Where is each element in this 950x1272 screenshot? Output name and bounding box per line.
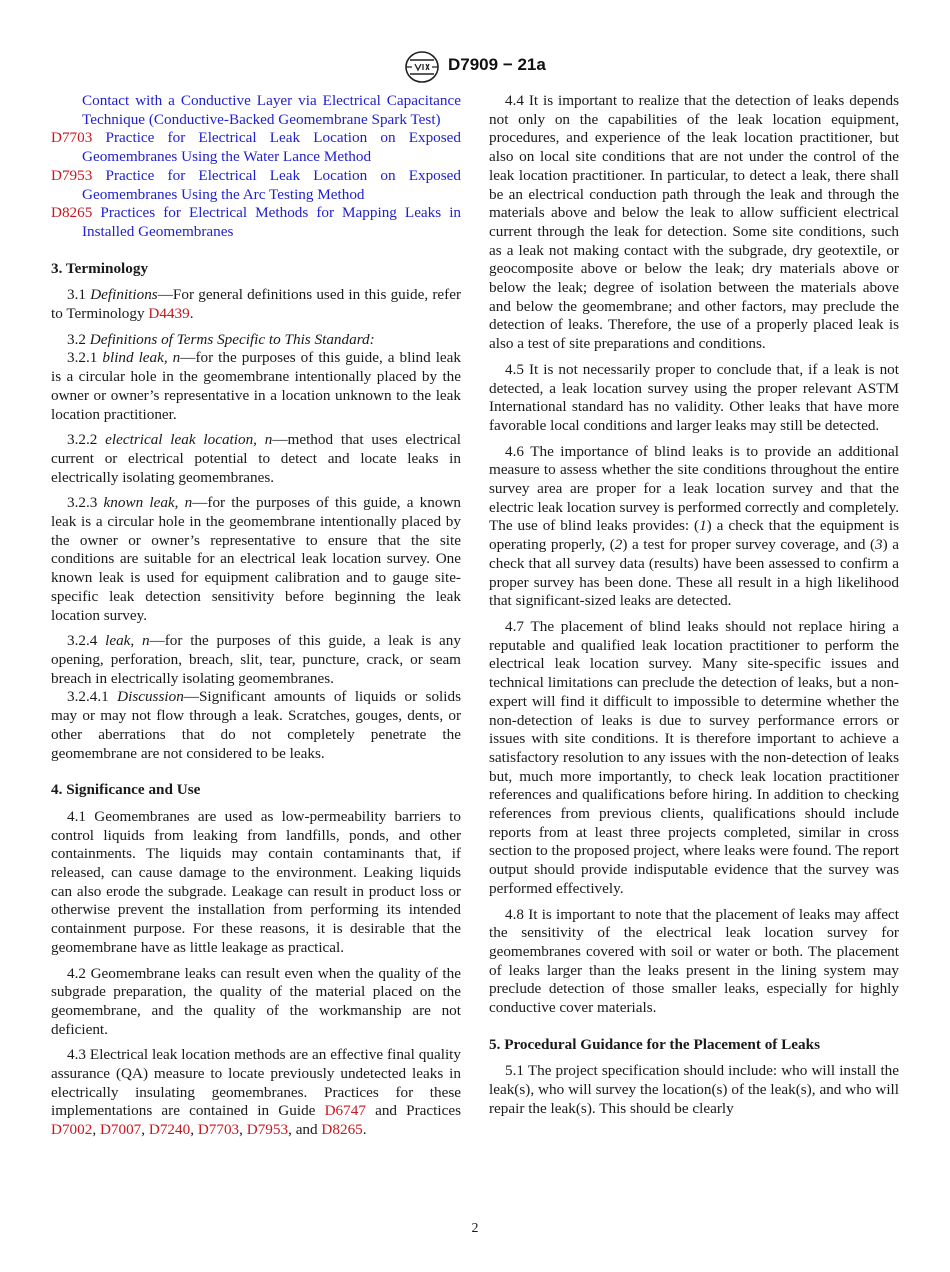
section-heading-procedural-guidance: 5. Procedural Guidance for the Placement of Leaks bbox=[489, 1035, 820, 1053]
list-number: 3 bbox=[875, 536, 883, 554]
paragraph-3-2 bbox=[51, 331, 461, 350]
paragraph-4-6 bbox=[489, 443, 899, 611]
left-column bbox=[51, 92, 461, 1147]
reference-code[interactable]: D7953 bbox=[51, 166, 93, 184]
right-column bbox=[489, 92, 899, 1126]
astm-logo-icon bbox=[404, 50, 440, 84]
paragraph-text: —for the purposes of this guide, a blind leak is a circular hole in the geomembrane intentionally placed by the owner or owner’s representative in a location unknown to the leak location practitioner. bbox=[51, 349, 462, 423]
reference-title[interactable]: Practice for Electrical Leak Location on Exposed Geomembranes Using the Arc Testing Method bbox=[82, 166, 461, 203]
paragraph-number: 3.2.4 bbox=[67, 632, 106, 650]
paragraph-4-1: 4.1 Geomembranes are used as low-permeability barriers to control liquids from leaking from landfills, ponds, and other containments. The liquids may contain contaminants that, if released, can cause damage to the environment. Leaking liquids can also erode the subgrade. Leakage can result in product loss or otherwise prevent the installation from performing its intended containment purpose. For these reasons, it is desirable that the geomembrane have as little leakage as practical. bbox=[51, 807, 461, 956]
defined-term: known leak, n bbox=[103, 494, 193, 512]
paragraph-4-3 bbox=[51, 1046, 461, 1140]
paragraph-4-2: 4.2 Geomembrane leaks can result even when the quality of the subgrade preparation, the quality of the material placed on the geomembrane, and the quality of the workmanship are not deficient. bbox=[51, 964, 461, 1038]
paragraph-4-5: 4.5 It is not necessarily proper to conclude that, if a leak is not detected, a leak location survey using the proper relevant ASTM International standard has no validity. Other leaks that have more favorable local conditions and larger leaks may still be detected. bbox=[489, 360, 899, 434]
paragraph-3-1 bbox=[51, 286, 461, 323]
paragraph-number: 3.2.4.1 bbox=[67, 688, 118, 706]
standard-link[interactable]: D7953 bbox=[246, 1121, 289, 1139]
paragraph-5-1: 5.1 The project specification should include: who will install the leak(s), who will survey the location(s) of the leak(s), and who will repair the leak(s). This should be clearly bbox=[489, 1062, 899, 1117]
standard-link[interactable]: D6747 bbox=[324, 1102, 366, 1120]
separator: , and bbox=[288, 1121, 322, 1139]
reference-item bbox=[51, 167, 461, 204]
paragraph-text: —method that uses electrical current or electrical potential to detect and locate leaks in electrically isolating geomembranes. bbox=[51, 431, 462, 486]
reference-item bbox=[51, 204, 461, 241]
paragraph-text: ) a check that all survey data (results) have been assessed to confirm a proper survey has been done. These all result in a high likelihood that significant-sized leaks are detected. bbox=[489, 536, 899, 610]
paragraph-text: ) a test for proper survey coverage, and ( bbox=[622, 536, 876, 554]
separator: , bbox=[239, 1121, 247, 1139]
paragraph-4-4: 4.4 It is important to realize that the detection of leaks depends not only on the capabilities of the leak location equipment, procedures, and experience of the leak location practitioner, but also on local site conditions that are not under the control of the leak location practitioner. In particular, to detect a leak, there shall be an electrical conduction path through the leak and through the materials above and below the leak to allow sufficient electrical current through the leak for detection. Some site conditions, such as a leak not making contact with the subgrade, dry geotextile, or geocomposite above or below the leak; dry materials above or below the leak; degree of isolation between the materials above and below the geomembrane; and other factors, may preclude the detection of leaks. Therefore, the use of a properly placed leak is also a test of site preparations and conditions. bbox=[489, 92, 899, 353]
paragraph-text: . bbox=[189, 305, 194, 323]
paragraph-text: and Practices bbox=[365, 1102, 461, 1120]
reference-title[interactable]: Practice for Electrical Leak Location on Exposed Geomembranes Using the Water Lance Method bbox=[82, 129, 461, 166]
standard-link[interactable]: D4439 bbox=[148, 305, 190, 323]
section-heading-significance: 4. Significance and Use bbox=[51, 781, 201, 799]
paragraph-text: —for the purposes of this guide, a known leak is a circular hole in the geomembrane intentionally placed by the owner or owner’s representative to ensure that the site conditions are suitable for an electrical leak location survey. One known leak is used for equipment calibration and to gauge site-specific leak detection sensitivity before beginning the leak location survey. bbox=[51, 494, 462, 624]
reference-code[interactable]: D7703 bbox=[51, 129, 93, 147]
defined-term: electrical leak location, n bbox=[105, 431, 273, 449]
defined-term: Definitions of Terms Specific to This Standard: bbox=[89, 330, 375, 348]
list-number: 2 bbox=[614, 536, 623, 554]
paragraph-text: —Significant amounts of liquids or solids may or may not flow through a leak. Scratches, gouges, dents, or other aberrations that do not completely penetrate the geomembrane are not considered to be leaks. bbox=[51, 688, 461, 762]
paragraph-number: 3.2 bbox=[67, 330, 90, 348]
paragraph-3-2-4 bbox=[51, 632, 461, 688]
reference-code[interactable]: D8265 bbox=[51, 204, 93, 222]
paragraph-4-8: 4.8 It is important to note that the placement of leaks may affect the sensitivity of the electrical leak location survey for geomembranes covered with soil or water or both. The placement of leaks larger than the leaks present in the lining system may preclude detection of those smaller leaks, especially for highly conductive cover materials. bbox=[489, 905, 899, 1017]
paragraph-number: 3.2.2 bbox=[67, 431, 106, 449]
standard-link[interactable]: D7240 bbox=[148, 1121, 191, 1139]
list-number: 1 bbox=[699, 517, 707, 535]
separator: , bbox=[92, 1121, 100, 1139]
paragraph-3-2-3 bbox=[51, 494, 461, 625]
defined-term: Definitions bbox=[90, 286, 158, 304]
paragraph-text: —for the purposes of this guide, a leak is any opening, perforation, breach, slit, tear, puncture, crack, or seam breach in electrically isolating geomembranes. bbox=[51, 632, 461, 687]
separator: , bbox=[190, 1121, 198, 1139]
defined-term: leak, n bbox=[105, 632, 150, 650]
paragraph-text: —For general definitions used in this guide, refer to Terminology bbox=[51, 286, 462, 323]
paragraph-text: ) a check that the equipment is operating properly, ( bbox=[489, 517, 900, 554]
paragraph-4-7: 4.7 The placement of blind leaks should not replace hiring a reputable and qualified leak location practitioner to perform the electrical leak location survey. Many site-specific issues and technical limitations can preclude the detection of leaks, but a non-expert will find it difficult to impossible to determine whether the non-detection of leaks is due to survey performance errors or issues with site conditions. It is therefore important to achieve a satisfactory resolution to any issues with the non-detection of leaks but, much more importantly, to check leak location practitioner references and qualifications before hiring. In addition to checking references from previous clients, qualifications should include reports from at least three projects completed, similar in cross section to the proposed project, where leaks were found. The report output should provide indisputable evidence that the survey was performed effectively. bbox=[489, 617, 899, 897]
paragraph-text: . bbox=[362, 1121, 367, 1139]
standard-link[interactable]: D8265 bbox=[321, 1121, 363, 1139]
section-heading-terminology: 3. Terminology bbox=[51, 259, 149, 277]
standard-link[interactable]: D7002 bbox=[51, 1121, 93, 1139]
defined-term: blind leak, n bbox=[102, 349, 181, 367]
paragraph-number: 3.2.3 bbox=[67, 494, 104, 512]
standard-link[interactable]: D7703 bbox=[197, 1121, 240, 1139]
reference-continuation: Contact with a Conductive Layer via Electrical Capacitance Technique (Conductive-Backed Geomembrane Spark Test) bbox=[82, 92, 461, 128]
paragraph-number: 3.1 bbox=[67, 286, 91, 304]
standard-link[interactable]: D7007 bbox=[99, 1121, 142, 1139]
paragraph-text: 4.6 The importance of blind leaks is to provide an additional measure to assess whether the site conditions throughout the entire survey area are proper for a leak location survey and that the electric leak location survey is performed correctly and completely. The use of blind leaks provides: ( bbox=[489, 442, 899, 535]
page-number: 2 bbox=[471, 1221, 479, 1236]
separator: , bbox=[141, 1121, 149, 1139]
page-header bbox=[0, 50, 950, 86]
paragraph-3-2-4-1 bbox=[51, 688, 461, 763]
reference-item bbox=[51, 129, 461, 166]
paragraph-number: 3.2.1 bbox=[67, 349, 103, 367]
defined-term: Discussion bbox=[117, 688, 184, 706]
paragraph-3-2-1 bbox=[51, 349, 461, 424]
document-designation: D7909 − 21a bbox=[448, 55, 546, 74]
paragraph-text: 4.3 Electrical leak location methods are an effective final quality assurance (QA) measure to locate previously undetected leaks in electrically insulating geomembranes. Practices for these implementations are contained in Guide bbox=[51, 1046, 461, 1120]
reference-title[interactable]: Practices for Electrical Methods for Mapping Leaks in Installed Geomembranes bbox=[82, 204, 462, 240]
paragraph-3-2-2 bbox=[51, 431, 461, 487]
